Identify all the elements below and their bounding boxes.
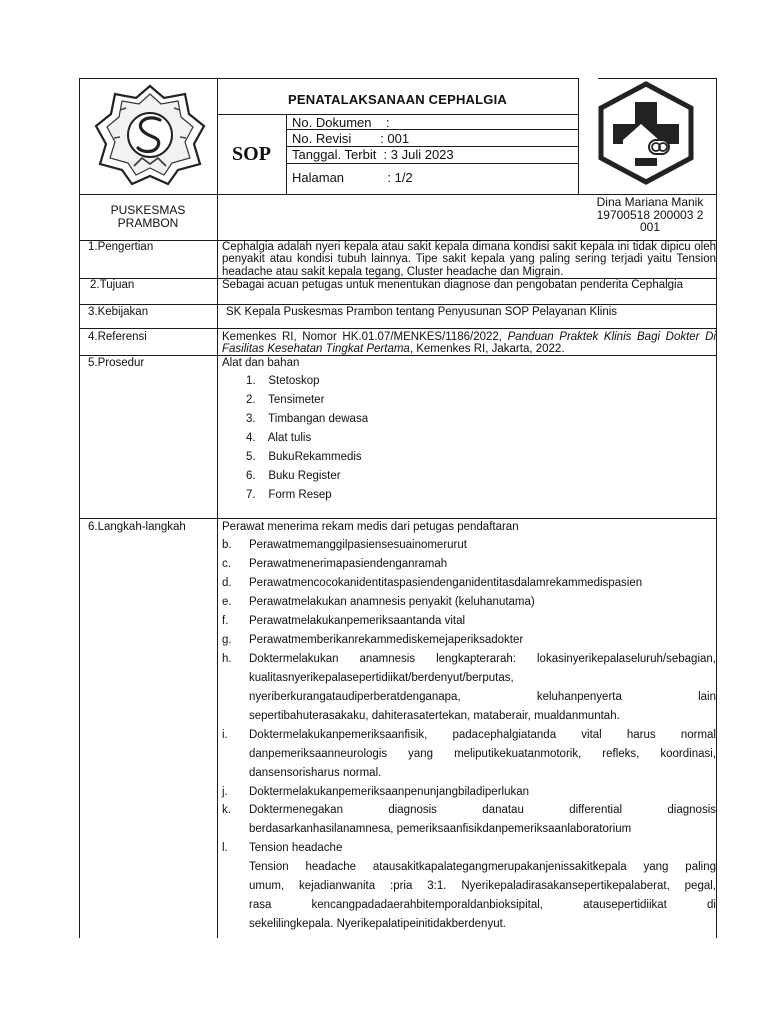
document-title: PENATALAKSANAAN CEPHALGIA [287,92,508,107]
alat-item-5: 5. BukuRekammedis [246,451,362,463]
step-text-line: danpemeriksaanneurologis yang meliputikekuatanmotorik, refleks, koordinasi, [249,748,716,760]
alat-item-7: 7. Form Resep [246,489,332,501]
border-top [79,78,579,79]
no-dokumen: No. Dokumen : [292,115,390,130]
referensi-book-title: Panduan Praktek Klinis Bagi Dokter Di Fasilitas Kesehatan Tingkat Pertama [222,331,716,356]
paragraph-line: rasa kencangpadadaerahbitemporaldanbioksipital, atausepertidiikat di [249,899,716,911]
sop-divider [286,114,287,194]
step-text: Perawatmemanggilpasiensesuainomerurut [249,539,467,551]
pengertian-label: 1.Pengertian [88,241,154,253]
step-marker: h. [222,653,232,665]
regency-emblem-icon [90,80,210,190]
border-right [716,78,717,938]
step-marker: i. [222,729,228,741]
step-text-line: Doktermenegakan diagnosis danatau differential diagnosis [249,804,716,816]
step-marker: j. [222,786,228,798]
puskesmas-cross-logo-icon [595,80,697,186]
step-text: Perawatmelakukanpemeriksaantanda vital [249,615,466,627]
step-text: Doktermelakukanpemeriksaanpenunjangbiladiperlukan [249,786,530,798]
alat-item-2: 2. Tensimeter [246,394,325,406]
signer-name: Dina Mariana Manik [596,195,704,209]
alat-item-3: 3. Timbangan dewasa [246,413,369,425]
step-text: Tension headache [249,842,343,854]
langkah-label: 6.Langkah-langkah [88,521,186,533]
tujuan-text: Sebagai acuan petugas untuk menentukan diagnose dan pengobatan penderita Cephalgia [222,279,684,291]
alat-item-6: 6. Buku Register [246,470,341,482]
step-marker: l. [222,842,228,854]
halaman: Halaman : 1/2 [292,170,413,185]
step-marker: e. [222,596,232,608]
pengertian-text: Cephalgia adalah nyeri kepala atau sakit kepala dimana kondisi sakit kepala ini tidak dipicu oleh penyakit atau kondisi tubuh lainnya. Tipe sakit kepala yang paling sering terjadi yaitu Tension headache atau sakit kepala tegang, Cluster headache dan Migrain. [222,241,716,278]
institution-name [79,204,217,230]
prosedur-label: 5.Prosedur [88,357,145,369]
prosedur-heading: Alat dan bahan [222,357,300,369]
step-marker: c. [222,558,231,570]
step-text-line: nyeriberkurangataudiperberatdenganapa, keluhanpenyerta lain [249,691,716,703]
referensi-text-before: Kemenkes RI, Nomor HK.01.07/MENKES/1186/2022, [222,331,508,343]
step-text: Perawatmemberikanrekammediskemejaperiksadokter [249,634,524,646]
step-marker: g. [222,634,232,646]
meta-line-3 [286,163,578,164]
no-revisi: No. Revisi : 001 [292,131,410,146]
row-line-6 [79,518,716,519]
referensi-label: 4.Referensi [88,331,147,343]
paragraph-line: Tension headache atausakitkapalategangmerupakanjenissakitkepala yang paling [249,861,716,873]
sop-label: SOP [232,143,271,165]
signer-nip-2: 001 [639,220,661,234]
paragraph-line: sekelilingkepala. Nyerikepalatipeinitidakberdenyut. [249,918,506,930]
title-underline [217,114,578,115]
signer-nip-1: 19700518 200003 2 [596,207,704,222]
langkah-first-step: Perawat menerima rekam medis dari petugas pendaftaran [222,521,519,533]
step-text-line: berdasarkanhasilanamnesa, pemeriksaanfisikdanpemeriksaanlaboratorium [249,823,632,835]
signer-block [585,196,715,234]
step-text-line: kualitasnyerikepalasepertidiikat/berdenyut/berputas, [249,672,514,684]
header-right-divider [578,78,579,194]
step-text: Perawatmelakukan anamnesis penyakit (keluhanutama) [249,596,535,608]
step-text-line: Doktermelakukanpemeriksaanfisik, padacephalgiatanda vital harus normal [249,729,716,741]
step-marker: b. [222,539,232,551]
step-text-line: dansensorisharus normal. [249,767,382,779]
step-marker: k. [222,804,231,816]
step-text-line: Doktermelakukan anamnesis lengkapterarah: lokasinyerikepalaseluruh/sebagian, [249,653,716,665]
referensi-text [222,331,716,356]
row-line-3 [79,304,716,305]
kebijakan-text: SK Kepala Puskesmas Prambon tentang Penyusunan SOP Pelayanan Klinis [226,306,618,318]
alat-item-1: 1. Stetoskop [246,375,320,387]
tujuan-label: 2.Tujuan [90,279,135,291]
alat-item-4: 4. Alat tulis [246,432,312,444]
label-column-divider [217,194,218,938]
kebijakan-label: 3.Kebijakan [88,306,149,318]
step-marker: d. [222,577,232,589]
paragraph-line: umum, kejadianwanita :pria 3:1. Nyerikepaladirasakansepertikepalaberat, pegal, [249,880,716,892]
institution-line-2: PRAMBON [117,216,179,230]
tanggal-terbit: Tanggal. Terbit : 3 Juli 2023 [292,147,454,162]
referensi-text-after: , Kemenkes RI, Jakarta, 2022. [409,343,565,356]
step-text: Perawatmencocokanidentitaspasiendenganidentitasdalamrekammedispasien [249,577,643,589]
step-text-line: sepertibahuterasakaku, dahiterasatertekan, mataberair, mualdanmuntah. [249,710,620,722]
row-line-4 [79,328,716,329]
step-text: Perawatmenerimapasiendenganramah [249,558,448,570]
step-marker: f. [222,615,229,627]
logo-box-top [598,78,716,79]
institution-line-1: PUSKESMAS [110,203,186,217]
